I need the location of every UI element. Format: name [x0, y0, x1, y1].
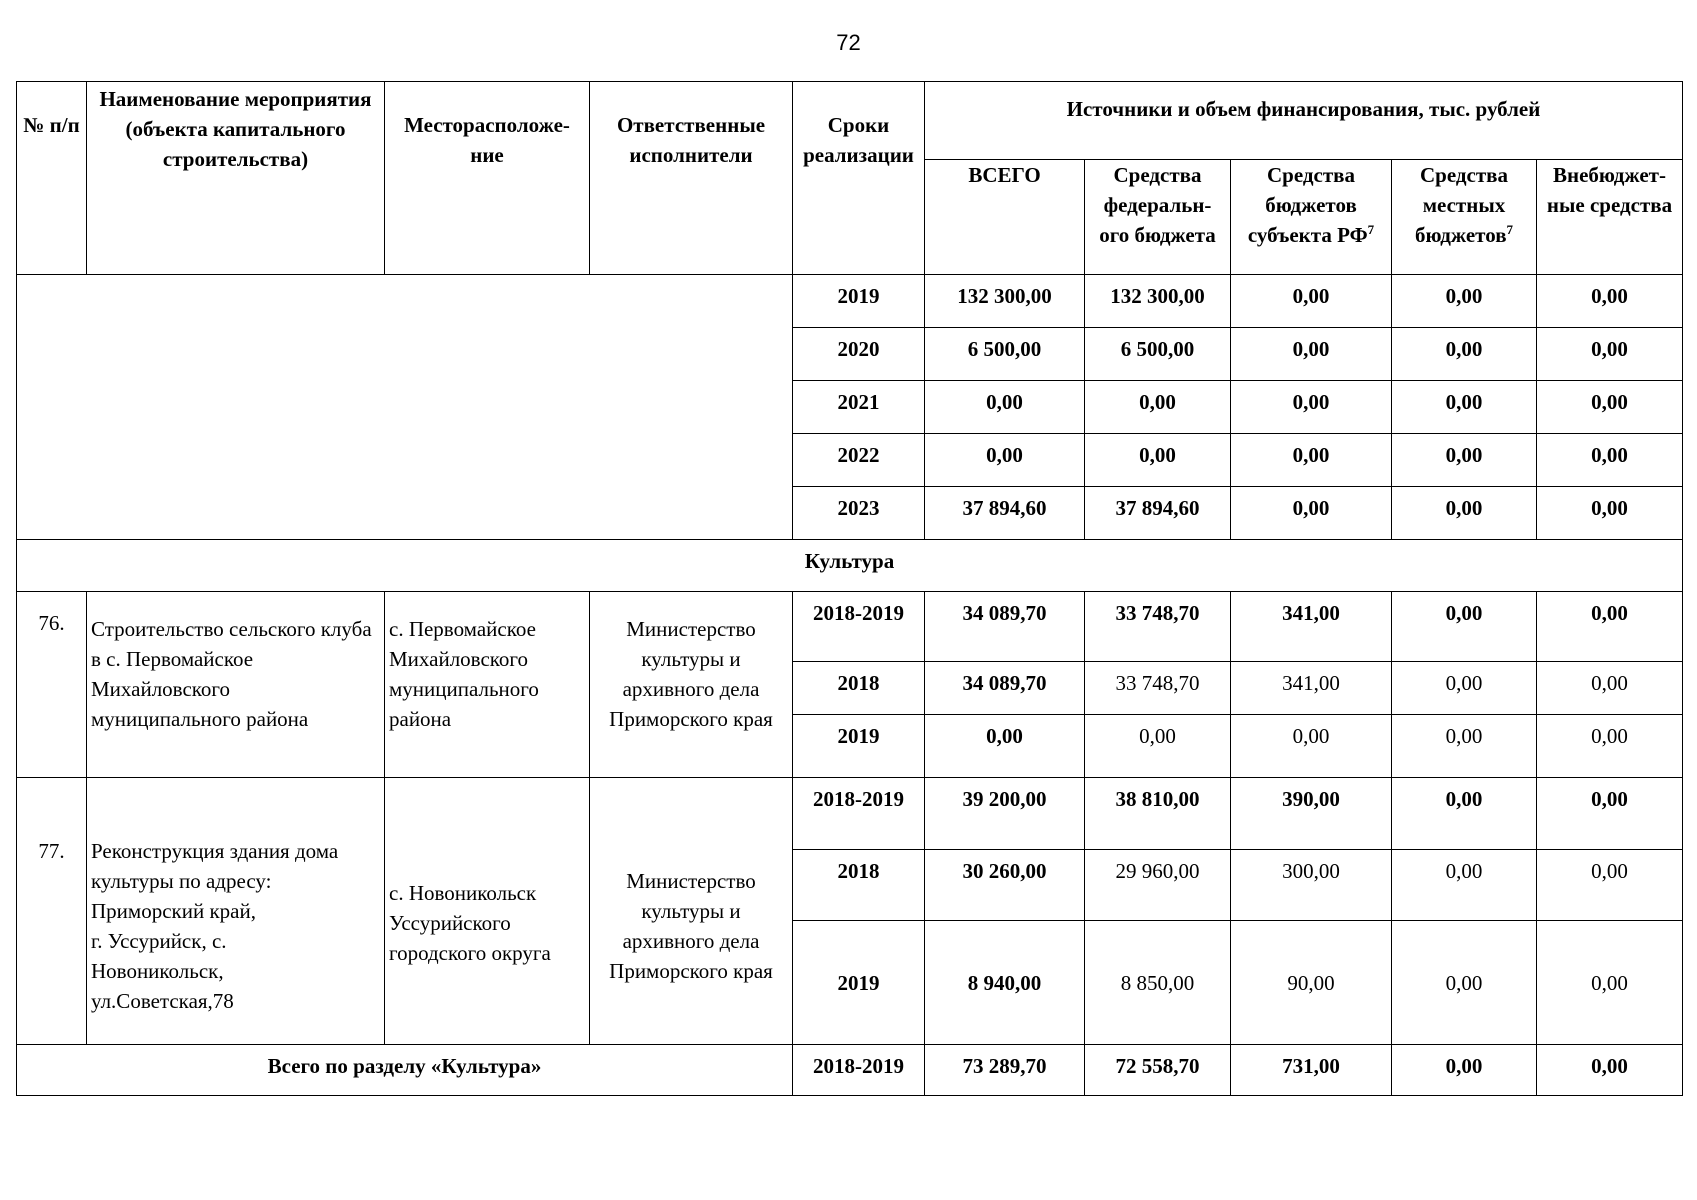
extra-cell: 0,00 — [1537, 921, 1683, 1045]
total-cell: 73 289,70 — [925, 1045, 1085, 1096]
header-sources: Источники и объем финансирования, тыс. рублей — [925, 82, 1683, 160]
extra-cell: 0,00 — [1537, 328, 1683, 381]
total-cell: 0,00 — [925, 434, 1085, 487]
year-cell: 2018-2019 — [793, 592, 925, 662]
header-subject-footnote: 7 — [1367, 222, 1375, 237]
total-cell: 8 940,00 — [925, 921, 1085, 1045]
year-cell: 2020 — [793, 328, 925, 381]
header-total: ВСЕГО — [925, 160, 1085, 275]
page-number: 72 — [836, 30, 861, 55]
local-cell: 0,00 — [1392, 328, 1537, 381]
item-77-row — [17, 778, 1683, 850]
subject-cell: 341,00 — [1231, 592, 1392, 662]
extra-cell: 0,00 — [1537, 487, 1683, 540]
year-cell: 2019 — [793, 275, 925, 328]
subject-cell: 90,00 — [1231, 921, 1392, 1045]
total-cell: 34 089,70 — [925, 592, 1085, 662]
local-cell: 0,00 — [1392, 1045, 1537, 1096]
item-name-line: культуры по адресу: — [91, 869, 272, 893]
item-name-line: г. Уссурийск, с. — [91, 929, 227, 953]
federal-cell: 33 748,70 — [1085, 592, 1231, 662]
local-cell: 0,00 — [1392, 275, 1537, 328]
header-local-text: Средства местных бюджетов — [1414, 163, 1508, 247]
federal-cell: 6 500,00 — [1085, 328, 1231, 381]
financing-table — [16, 81, 1683, 1096]
extra-cell: 0,00 — [1537, 1045, 1683, 1096]
header-num: № п/п — [17, 82, 87, 275]
item-location: с. Первомайское Михайловского муниципального района — [385, 592, 590, 778]
extra-cell: 0,00 — [1537, 778, 1683, 850]
header-name: Наименование мероприятия (объекта капитального строительства) — [87, 82, 385, 275]
federal-cell: 0,00 — [1085, 715, 1231, 778]
federal-cell: 33 748,70 — [1085, 662, 1231, 715]
local-cell: 0,00 — [1392, 434, 1537, 487]
year-cell: 2019 — [793, 715, 925, 778]
header-extra: Внебюджет-ные средства — [1537, 160, 1683, 275]
header-executors: Ответственные исполнители — [590, 82, 793, 275]
subject-cell: 731,00 — [1231, 1045, 1392, 1096]
total-cell: 0,00 — [925, 381, 1085, 434]
header-row-1 — [17, 82, 1683, 160]
subject-cell: 0,00 — [1231, 328, 1392, 381]
continuation-empty-cell — [17, 275, 793, 540]
subject-cell: 0,00 — [1231, 275, 1392, 328]
total-cell: 39 200,00 — [925, 778, 1085, 850]
local-cell: 0,00 — [1392, 592, 1537, 662]
extra-cell: 0,00 — [1537, 275, 1683, 328]
subject-cell: 0,00 — [1231, 434, 1392, 487]
local-cell: 0,00 — [1392, 715, 1537, 778]
local-cell: 0,00 — [1392, 487, 1537, 540]
item-name-line: Приморский край, — [91, 899, 256, 923]
local-cell: 0,00 — [1392, 921, 1537, 1045]
item-number: 76. — [17, 592, 87, 778]
subject-cell: 0,00 — [1231, 381, 1392, 434]
local-cell: 0,00 — [1392, 778, 1537, 850]
header-federal: Средства федеральн-ого бюджета — [1085, 160, 1231, 275]
year-cell: 2018-2019 — [793, 1045, 925, 1096]
subject-cell: 300,00 — [1231, 850, 1392, 921]
item-executors: Министерство культуры и архивного дела Приморского края — [590, 592, 793, 778]
federal-cell: 8 850,00 — [1085, 921, 1231, 1045]
item-name-line: ул.Советская,78 — [91, 989, 234, 1013]
local-cell: 0,00 — [1392, 662, 1537, 715]
header-location: Месторасположе-ние — [385, 82, 590, 275]
year-cell: 2018 — [793, 850, 925, 921]
section-row — [17, 540, 1683, 592]
item-location: с. Новоникольск Уссурийского городского округа — [385, 778, 590, 1045]
total-cell: 132 300,00 — [925, 275, 1085, 328]
federal-cell: 29 960,00 — [1085, 850, 1231, 921]
extra-cell: 0,00 — [1537, 592, 1683, 662]
item-name — [87, 778, 385, 1045]
federal-cell: 37 894,60 — [1085, 487, 1231, 540]
federal-cell: 0,00 — [1085, 381, 1231, 434]
total-cell: 30 260,00 — [925, 850, 1085, 921]
total-cell: 34 089,70 — [925, 662, 1085, 715]
total-cell: 0,00 — [925, 715, 1085, 778]
subject-cell: 341,00 — [1231, 662, 1392, 715]
year-cell: 2018 — [793, 662, 925, 715]
header-terms: Сроки реализации — [793, 82, 925, 275]
item-name-line: Новоникольск, — [91, 959, 224, 983]
summary-label: Всего по разделу «Культура» — [17, 1045, 793, 1096]
local-cell: 0,00 — [1392, 381, 1537, 434]
header-local-footnote: 7 — [1506, 222, 1514, 237]
year-cell: 2023 — [793, 487, 925, 540]
extra-cell: 0,00 — [1537, 434, 1683, 487]
continuation-row — [17, 275, 1683, 328]
federal-cell: 38 810,00 — [1085, 778, 1231, 850]
federal-cell: 0,00 — [1085, 434, 1231, 487]
subject-cell: 0,00 — [1231, 487, 1392, 540]
extra-cell: 0,00 — [1537, 381, 1683, 434]
year-cell: 2021 — [793, 381, 925, 434]
year-cell: 2018-2019 — [793, 778, 925, 850]
item-76-row — [17, 592, 1683, 662]
section-title: Культура — [17, 540, 1683, 592]
summary-row — [17, 1045, 1683, 1096]
item-number: 77. — [17, 778, 87, 1045]
header-local — [1392, 160, 1537, 275]
header-subject-text: Средства бюджетов субъекта РФ — [1247, 163, 1368, 247]
year-cell: 2022 — [793, 434, 925, 487]
extra-cell: 0,00 — [1537, 662, 1683, 715]
subject-cell: 390,00 — [1231, 778, 1392, 850]
extra-cell: 0,00 — [1537, 850, 1683, 921]
header-subject — [1231, 160, 1392, 275]
item-name-line: Реконструкция здания дома — [91, 839, 339, 863]
total-cell: 37 894,60 — [925, 487, 1085, 540]
total-cell: 6 500,00 — [925, 328, 1085, 381]
item-executors: Министерство культуры и архивного дела Приморского края — [590, 778, 793, 1045]
local-cell: 0,00 — [1392, 850, 1537, 921]
year-cell: 2019 — [793, 921, 925, 1045]
extra-cell: 0,00 — [1537, 715, 1683, 778]
federal-cell: 132 300,00 — [1085, 275, 1231, 328]
subject-cell: 0,00 — [1231, 715, 1392, 778]
item-name: Строительство сельского клуба в с. Первомайское Михайловского муниципального района — [87, 592, 385, 778]
federal-cell: 72 558,70 — [1085, 1045, 1231, 1096]
